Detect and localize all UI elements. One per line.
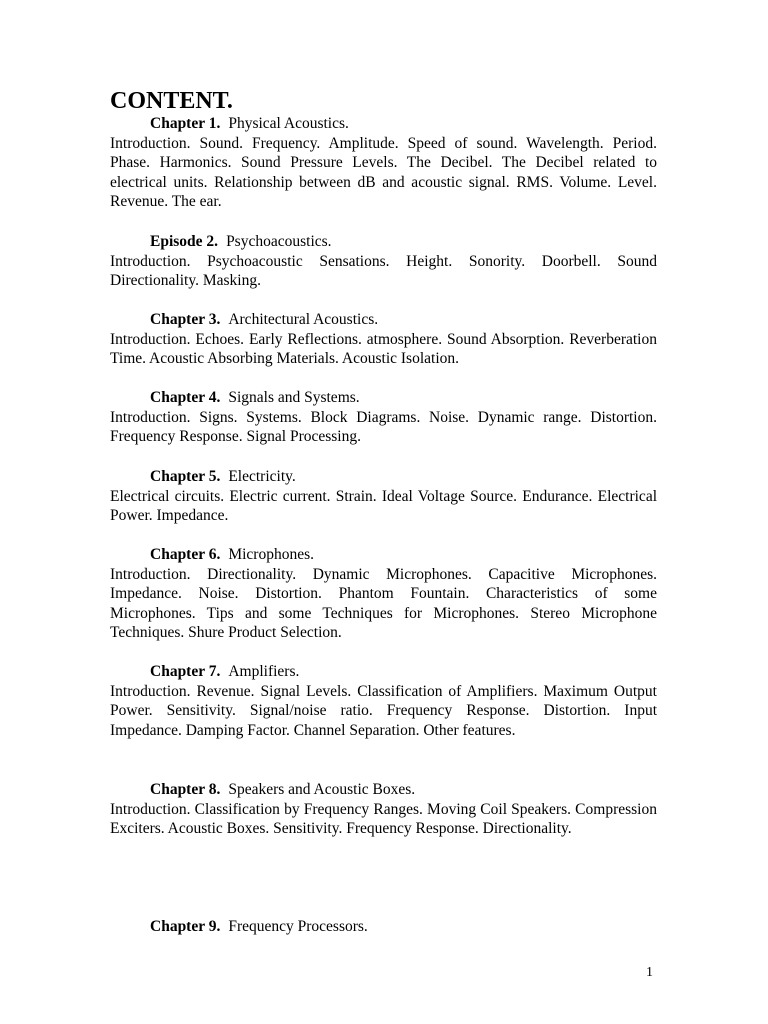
chapter-label: Chapter 8. (150, 781, 221, 798)
chapter-entry-3 (110, 310, 657, 369)
chapter-entry-2 (110, 232, 657, 291)
chapter-heading (110, 662, 657, 682)
page-title: CONTENT. (110, 88, 233, 114)
page-number: 1 (646, 965, 653, 980)
chapter-entry-8 (110, 780, 657, 839)
chapter-label: Chapter 5. (150, 468, 221, 485)
chapter-entry-4 (110, 388, 657, 447)
chapter-name: Psychoacoustics. (226, 233, 332, 250)
chapter-description: Introduction. Psychoacoustic Sensations. Height. Sonority. Doorbell. Sound Directionality. Masking. (110, 252, 657, 290)
chapter-label: Chapter 1. (150, 115, 221, 132)
chapter-name: Speakers and Acoustic Boxes. (228, 781, 416, 798)
chapter-label: Chapter 6. (150, 546, 221, 563)
chapter-entry-1 (110, 114, 657, 212)
chapter-description: Introduction. Signs. Systems. Block Diagrams. Noise. Dynamic range. Distortion. Frequency Response. Signal Processing. (110, 408, 657, 446)
chapter-entry-6 (110, 545, 657, 643)
chapter-entry-7 (110, 662, 657, 740)
chapter-description: Introduction. Classification by Frequency Ranges. Moving Coil Speakers. Compression Exciters. Acoustic Boxes. Sensitivity. Frequency Response. Directionality. (110, 800, 657, 838)
chapter-heading (110, 114, 657, 134)
chapter-description: Introduction. Sound. Frequency. Amplitude. Speed of sound. Wavelength. Period. Phase. Harmonics. Sound Pressure Levels. The Decibel. The Decibel related to electrical units. Relationship between dB and acoustic signal. RMS. Volume. Level. Revenue. The ear. (110, 134, 657, 211)
chapter-name: Electricity. (228, 468, 296, 485)
chapter-name: Amplifiers. (228, 663, 300, 680)
chapter-heading (110, 545, 657, 565)
chapter-heading (110, 780, 657, 800)
chapter-label: Episode 2. (150, 233, 219, 250)
chapter-description: Electrical circuits. Electric current. Strain. Ideal Voltage Source. Endurance. Electrical Power. Impedance. (110, 487, 657, 525)
chapter-label: Chapter 4. (150, 389, 221, 406)
chapter-name: Frequency Processors. (228, 918, 368, 935)
chapter-heading (110, 917, 657, 937)
chapter-heading (110, 388, 657, 408)
chapter-name: Architectural Acoustics. (228, 311, 379, 328)
chapter-label: Chapter 7. (150, 663, 221, 680)
chapter-name: Microphones. (228, 546, 314, 563)
chapter-description: Introduction. Revenue. Signal Levels. Classification of Amplifiers. Maximum Output Power. Sensitivity. Signal/noise ratio. Frequency Response. Distortion. Input Impedance. Damping Factor. Channel Separation. Other features. (110, 682, 657, 739)
chapter-description: Introduction. Echoes. Early Reflections. atmosphere. Sound Absorption. Reverberation Time. Acoustic Absorbing Materials. Acoustic Isolation. (110, 330, 657, 368)
chapter-heading (110, 467, 657, 487)
chapter-name: Physical Acoustics. (228, 115, 349, 132)
chapter-description: Introduction. Directionality. Dynamic Microphones. Capacitive Microphones. Impedance. Noise. Distortion. Phantom Fountain. Characteristics of some Microphones. Tips and some Techniques for Microphones. Stereo Microphone Techniques. Shure Product Selection. (110, 565, 657, 642)
chapter-entry-9 (110, 917, 657, 937)
chapter-label: Chapter 9. (150, 918, 221, 935)
chapter-heading (110, 310, 657, 330)
chapter-heading (110, 232, 657, 252)
chapter-entry-5 (110, 467, 657, 526)
chapter-name: Signals and Systems. (228, 389, 360, 406)
chapter-label: Chapter 3. (150, 311, 221, 328)
